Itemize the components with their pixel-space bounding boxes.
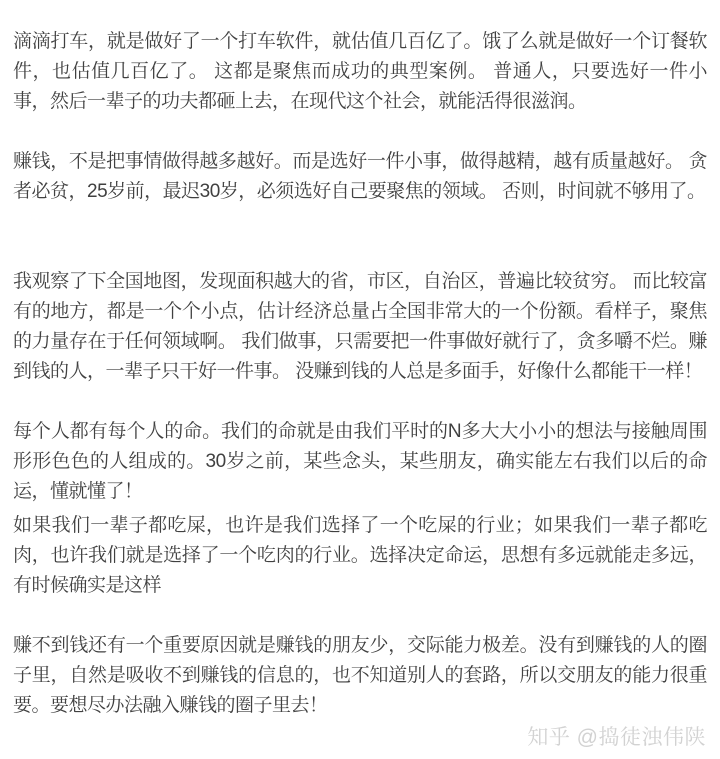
paragraph: 赚不到钱还有一个重要原因就是赚钱的朋友少，交际能力极差。没有到赚钱的人的圈子里，自然是吸收不到赚钱的信息的，也不知道别人的套路，所以交朋友的能力很重要。要想尽办法融入赚钱的圈子里去！ bbox=[13, 635, 707, 716]
paragraph: 我观察了下全国地图，发现面积越大的省，市区，自治区，普遍比较贫穷。 而比较富有的地方，都是一个个小点，估计经济总量占全国非常大的一个份额。看样子，聚焦的力量存在于任何领域啊。 我们做事，只需要把一件事做好就行了，贪多嚼不烂。赚到钱的人，一辈子只干好一件事。 没赚到钱的人总是多面手，好像什么都能干一样！ bbox=[13, 271, 707, 382]
paragraph: 如果我们一辈子都吃屎，也许是我们选择了一个吃屎的行业；如果我们一辈子都吃肉，也许我们就是选择了一个吃肉的行业。选择决定命运，思想有多远就能走多远，有时候确实是这样 bbox=[13, 515, 707, 596]
paragraph: 滴滴打车，就是做好了一个打车软件，就估值几百亿了。饿了么就是做好一个订餐软件，也估值几百亿了。 这都是聚焦而成功的典型案例。 普通人，只要选好一件小事，然后一辈子的功夫都砸上去，在现代这个社会，就能活得很滋润。 bbox=[13, 31, 707, 112]
watermark-text: 知乎 @捣徒浊伟陕 bbox=[527, 726, 706, 749]
paragraph: 每个人都有每个人的命。我们的命就是由我们平时的N多大大小小的想法与接触周围形形色色的人组成的。30岁之前，某些念头，某些朋友，确实能左右我们以后的命运，懂就懂了！ bbox=[13, 421, 707, 502]
paragraph: 赚钱，不是把事情做得越多越好。而是选好一件小事，做得越精，越有质量越好。 贪者必贫，25岁前，最迟30岁，必须选好自己要聚焦的领域。 否则，时间就不够用了。 bbox=[13, 151, 707, 202]
zhihu-watermark bbox=[0, 724, 720, 752]
